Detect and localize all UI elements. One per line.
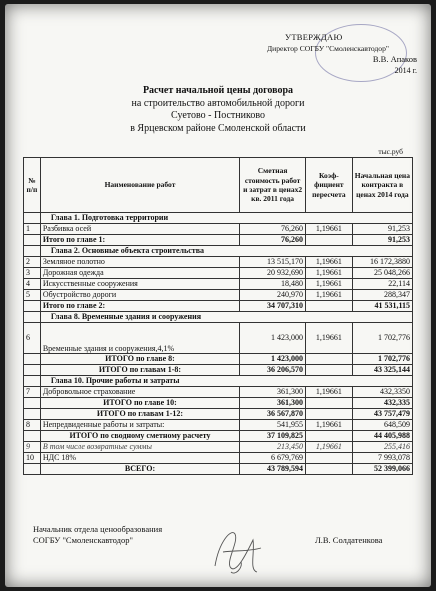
cost-cell: 13 515,170: [240, 257, 306, 268]
coef-cell: 1,19661: [306, 420, 353, 431]
work-name-cell: Земляное полотно: [40, 257, 239, 268]
document-page: [5, 4, 431, 587]
coef-cell: [306, 431, 353, 442]
coef-cell: 1,19661: [306, 279, 353, 290]
cost-cell: 361,300: [240, 398, 306, 409]
total-label-cell: ИТОГО по главе 8:: [40, 354, 239, 365]
cell-num: [24, 376, 41, 387]
header-num: № п/п: [24, 158, 41, 213]
coef-cell: 1,19661: [306, 387, 353, 398]
price-cell: 1 702,776: [352, 354, 412, 365]
approver-name: В.В. Апаков: [372, 54, 417, 64]
cell-num: [24, 246, 41, 257]
work-name-cell: Искусственные сооружения: [40, 279, 239, 290]
cost-cell: 1 423,000: [240, 354, 306, 365]
coef-cell: 1,19661: [306, 290, 353, 301]
title-line-3: Суетово - Постниково: [171, 110, 265, 122]
table-row: [24, 290, 413, 301]
coef-cell: [306, 354, 353, 365]
table-row: [24, 420, 413, 431]
table-row: [24, 442, 413, 453]
price-cell: 52 399,066: [352, 464, 412, 475]
price-cell: 432,3350: [352, 387, 412, 398]
signer-name: Л.В. Солдатенкова: [315, 535, 383, 545]
coef-cell: 1,19661: [306, 268, 353, 279]
chapter-title-cell: Глава 8. Временные здания и сооружения: [40, 312, 412, 323]
cell-num: [24, 398, 41, 409]
table-row: [24, 453, 413, 464]
row-number-cell: 10: [24, 453, 41, 464]
table-row: [24, 213, 413, 224]
cost-cell: 76,260: [240, 224, 306, 235]
cost-cell: 361,300: [240, 387, 306, 398]
title-line-1: Расчет начальной цены договора: [142, 85, 294, 96]
work-name-cell: Добровольное страхование: [40, 387, 239, 398]
header-coef: Коэф-фициент пересчета: [306, 158, 353, 213]
total-label-cell: ИТОГО по главе 10:: [40, 398, 239, 409]
cost-cell: 36 206,570: [240, 365, 306, 376]
row-number-cell: 5: [24, 290, 41, 301]
row-number-cell: 7: [24, 387, 41, 398]
signer-position: Начальник отдела ценообразования: [33, 524, 163, 534]
work-name-cell: Обустройство дороги: [40, 290, 239, 301]
table-row: [24, 323, 413, 354]
table-row: [24, 301, 413, 312]
table-row: [24, 431, 413, 442]
price-cell: 255,416: [352, 442, 412, 453]
total-label-cell: Итого по главе 2:: [40, 301, 239, 312]
table-row: [24, 387, 413, 398]
price-cell: 25 048,266: [352, 268, 412, 279]
price-cell: 91,253: [352, 224, 412, 235]
cell-num: [24, 431, 41, 442]
cell-num: [24, 213, 41, 224]
table-row: [24, 409, 413, 420]
cost-cell: 18,480: [240, 279, 306, 290]
table-body: [24, 213, 413, 475]
table-row: [24, 224, 413, 235]
coef-cell: [306, 409, 353, 420]
coef-cell: 1,19661: [306, 442, 353, 453]
table-row: [24, 464, 413, 475]
cost-cell: 76,260: [240, 235, 306, 246]
chapter-title-cell: Глава 2. Основные объекта строительства: [40, 246, 412, 257]
row-number-cell: 2: [24, 257, 41, 268]
total-label-cell: ИТОГО по сводному сметному расчету: [40, 431, 239, 442]
row-number-cell: 8: [24, 420, 41, 431]
table-row: [24, 246, 413, 257]
table-row: [24, 376, 413, 387]
coef-cell: [306, 235, 353, 246]
title-line-2: на строительство автомобильной дороги: [131, 97, 305, 109]
chapter-title-cell: Глава 1. Подготовка территории: [40, 213, 412, 224]
signature-block: [33, 524, 162, 546]
cost-cell: 20 932,690: [240, 268, 306, 279]
handwritten-signature: [205, 522, 275, 578]
cost-cell: 6 679,769: [240, 453, 306, 464]
price-cell: 22,114: [352, 279, 412, 290]
coef-cell: [306, 464, 353, 475]
table-row: [24, 398, 413, 409]
title-line-4: в Ярцевском районе Смоленской области: [130, 122, 306, 134]
total-label-cell: ВСЕГО:: [40, 464, 239, 475]
cost-cell: 43 789,594: [240, 464, 306, 475]
price-table: [23, 157, 413, 475]
table-row: [24, 268, 413, 279]
approval-year: 2014 г.: [394, 66, 417, 75]
price-cell: 43 325,144: [352, 365, 412, 376]
table-row: [24, 365, 413, 376]
row-number-cell: 1: [24, 224, 41, 235]
cost-cell: 541,955: [240, 420, 306, 431]
coef-cell: 1,19661: [306, 257, 353, 268]
cell-num: [24, 409, 41, 420]
coef-cell: [306, 453, 353, 464]
header-price: Начальная цена контракта в ценах 2014 года: [352, 158, 412, 213]
table-row: [24, 312, 413, 323]
coef-cell: [306, 398, 353, 409]
price-cell: 16 172,3880: [352, 257, 412, 268]
row-number-cell: 3: [24, 268, 41, 279]
total-label-cell: ИТОГО по главам 1-12:: [40, 409, 239, 420]
cell-num: [24, 235, 41, 246]
price-cell: 7 993,078: [352, 453, 412, 464]
price-cell: 1 702,776: [352, 323, 412, 354]
price-cell: 91,253: [352, 235, 412, 246]
row-number-cell: 6: [24, 323, 41, 354]
row-number-cell: 9: [24, 442, 41, 453]
price-cell: 288,347: [352, 290, 412, 301]
work-name-cell: Дорожная одежда: [40, 268, 239, 279]
chapter-title-cell: Глава 10. Прочие работы и затраты: [40, 376, 412, 387]
row-number-cell: 4: [24, 279, 41, 290]
cell-num: [24, 464, 41, 475]
approve-label: УТВЕРЖДАЮ: [285, 32, 343, 42]
table-row: [24, 354, 413, 365]
cell-num: [24, 301, 41, 312]
coef-cell: 1,19661: [306, 224, 353, 235]
table-row: [24, 235, 413, 246]
price-cell: 44 405,988: [352, 431, 412, 442]
cost-cell: 1 423,000: [240, 323, 306, 354]
price-cell: 648,509: [352, 420, 412, 431]
table-row: [24, 257, 413, 268]
work-name-cell: Разбивка осей: [40, 224, 239, 235]
total-label-cell: Итого по главе 1:: [40, 235, 239, 246]
approval-block: [267, 32, 417, 76]
cost-cell: 37 109,825: [240, 431, 306, 442]
table-row: [24, 279, 413, 290]
price-cell: 43 757,479: [352, 409, 412, 420]
coef-cell: [306, 301, 353, 312]
work-name-cell: НДС 18%: [40, 453, 239, 464]
signer-organization: СОГБУ "Смоленскавтодор": [33, 535, 133, 545]
header-name: Наименование работ: [40, 158, 239, 213]
cost-cell: 36 567,870: [240, 409, 306, 420]
header-cost: Сметная стоимость работ и затрат в ценах2 кв. 2011 года: [240, 158, 306, 213]
price-cell: 432,335: [352, 398, 412, 409]
cell-num: [24, 365, 41, 376]
director-line: Директор СОГБУ "Смоленскавтодор": [267, 44, 389, 53]
work-name-cell: Непредвиденные работы и затраты:: [40, 420, 239, 431]
total-label-cell: ИТОГО по главам 1-8:: [40, 365, 239, 376]
units-label: тыс.руб: [378, 147, 403, 156]
cost-cell: 213,450: [240, 442, 306, 453]
table-header-row: [24, 158, 413, 213]
cell-num: [24, 312, 41, 323]
cell-num: [24, 354, 41, 365]
work-name-cell: Временные здания и сооружения,4,1%: [40, 323, 239, 354]
coef-cell: 1,19661: [306, 323, 353, 354]
coef-cell: [306, 365, 353, 376]
work-name-cell: В том числе возвратные суммы: [40, 442, 239, 453]
document-title: [5, 85, 431, 135]
price-cell: 41 531,115: [352, 301, 412, 312]
cost-cell: 240,970: [240, 290, 306, 301]
cost-cell: 34 707,310: [240, 301, 306, 312]
